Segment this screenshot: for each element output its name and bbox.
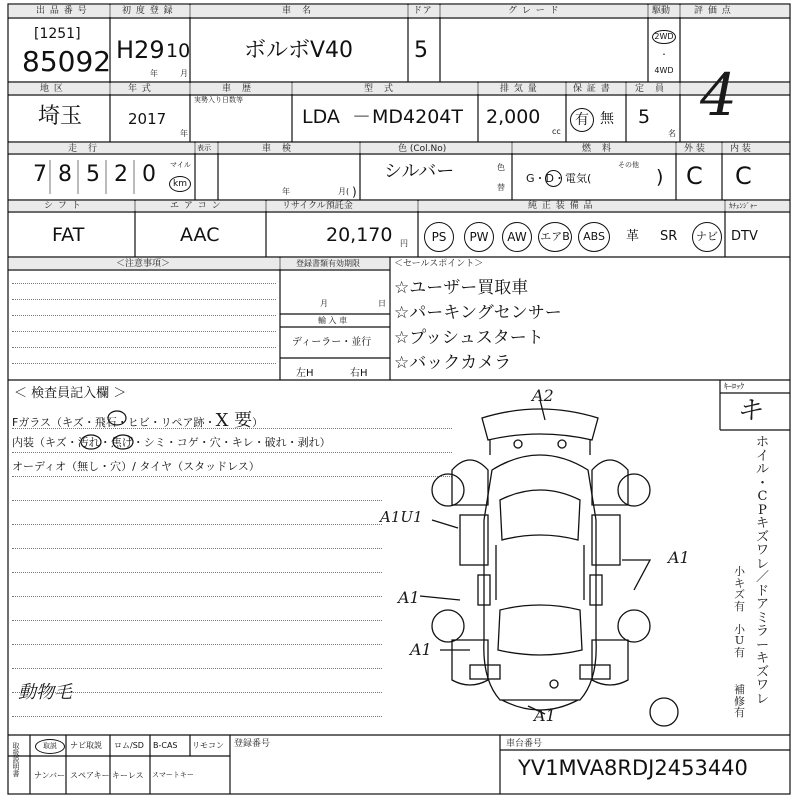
- option-plate: ナンバー: [34, 771, 66, 780]
- option-rom-sd: ロム/SD: [114, 741, 144, 750]
- header-grade: グ レ ー ド: [508, 6, 560, 16]
- header-equipment: 純 正 装 備 品: [528, 201, 594, 211]
- rc1-5: P: [758, 502, 767, 518]
- docs-day-unit: 日: [378, 299, 386, 308]
- option-bcas: B-CAS: [153, 741, 178, 750]
- rc1-12: ア: [756, 597, 770, 613]
- displacement-value: 2,000: [486, 106, 541, 128]
- equip-dtv: DTV: [731, 229, 758, 244]
- header-warranty: 保 証 書: [573, 84, 611, 94]
- rc3-1: 修: [734, 694, 745, 708]
- sales-point-4: ☆バックカメラ: [394, 353, 512, 373]
- fuel-other-label: その他: [618, 161, 639, 169]
- equip-airbag: エアB: [538, 222, 572, 252]
- rc2-3: 有: [734, 599, 745, 613]
- damage-mark-left-bottom: A1: [410, 640, 432, 659]
- header-mileage: 走 行: [68, 144, 99, 154]
- sales-point-1: ☆ユーザー買取車: [394, 278, 529, 298]
- rc1-16: キ: [756, 651, 770, 667]
- header-interior: 内 装: [730, 144, 751, 154]
- equip-sr: SR: [660, 229, 678, 244]
- warranty-no: 無: [600, 111, 614, 127]
- drive-2wd: 2WD: [652, 30, 675, 44]
- sales-point-3: ☆プッシュスタート: [394, 328, 544, 348]
- first-reg-year-unit: 年: [150, 69, 158, 78]
- inspection-month-unit: 月(: [338, 187, 350, 196]
- mileage-digit-3: 5: [86, 162, 100, 187]
- rc1-10: ／: [756, 570, 770, 586]
- interior-grade: C: [735, 162, 752, 190]
- rc1-0: ホ: [756, 435, 770, 450]
- inspector-title: ＜ 検査員記入欄 ＞: [14, 386, 127, 401]
- drive-4wd: 4WD: [654, 66, 674, 75]
- inspector-note: 動物毛: [18, 682, 72, 703]
- inspector-interior: 内装（キズ・汚れ・焦げ・シミ・コゲ・穴・キレ・破れ・剥れ）: [12, 436, 331, 449]
- header-drive: 駆動: [652, 6, 671, 16]
- header-recycle: リサイクル預託金: [282, 201, 353, 211]
- import-right-hand: 右H: [350, 368, 368, 379]
- header-import-sub: 実勢入り日数等: [194, 96, 243, 104]
- inspector-glass-close: ）: [252, 416, 264, 429]
- rc1-14: ラ: [756, 624, 770, 640]
- option-manual: 取説: [35, 739, 65, 754]
- header-exterior: 外 装: [684, 144, 705, 154]
- model-year-value: 2017: [128, 110, 167, 128]
- model-year-unit: 年: [180, 129, 188, 138]
- header-cd-changer: ｶﾁｪﾝｼﾞｬｰ: [729, 202, 757, 210]
- right-column-line-3: [734, 684, 745, 719]
- header-ac: エ ア コ ン: [170, 201, 222, 211]
- first-reg-era: H29: [116, 36, 165, 64]
- rc2-6: U: [734, 634, 745, 648]
- model-code: MD4204T: [372, 106, 463, 128]
- equip-leather: 革: [626, 229, 640, 244]
- shift-value: FAT: [52, 224, 85, 246]
- mileage-mile: マイル: [170, 161, 191, 169]
- region-value: 埼玉: [38, 104, 83, 129]
- header-notes: ＜注意事項＞: [116, 259, 171, 269]
- recycle-value: 20,170: [326, 224, 393, 246]
- header-model: 型 式: [364, 84, 395, 94]
- capacity-unit: 名: [668, 129, 676, 138]
- damage-mark-left-rear: A1: [398, 588, 420, 607]
- inspector-audio: オーディオ（無し・穴）/ タイヤ（スタッドレス）: [12, 460, 260, 473]
- warranty-yes: 有: [570, 108, 594, 132]
- header-car-name: 車 名: [282, 6, 313, 16]
- exterior-grade: C: [686, 162, 703, 190]
- rc2-0: 小: [734, 565, 745, 578]
- header-reg-no: 登録番号: [234, 739, 271, 749]
- displacement-unit: cc: [552, 127, 561, 136]
- import-type-value: ディーラー・並行: [292, 337, 372, 348]
- header-year: 年 式: [128, 84, 152, 94]
- header-capacity: 定 員: [635, 84, 666, 94]
- key-lock-label: ｷｰﾛｯｸ: [724, 382, 744, 391]
- rc1-11: ド: [756, 583, 770, 599]
- header-import: 車 歴: [222, 84, 253, 94]
- right-column-line-2: [734, 566, 745, 658]
- damage-mark-left-front: A1U1: [380, 508, 423, 526]
- doors-value: 5: [414, 38, 428, 63]
- lot-number: 85092: [22, 45, 112, 78]
- import-left-hand: 左H: [296, 368, 314, 379]
- header-first-reg: 初 度 登 録: [122, 6, 174, 16]
- equip-pw: PW: [464, 222, 494, 252]
- rc2-2: ズ: [734, 588, 745, 602]
- rc2-5: 小: [734, 622, 745, 636]
- equip-navi: ナビ: [692, 222, 722, 252]
- rc1-19: レ: [756, 691, 770, 707]
- header-score: 評 価 点: [694, 6, 732, 16]
- sales-point-2: ☆パーキングセンサー: [394, 303, 562, 323]
- car-name-value: ボルボV40: [244, 38, 354, 63]
- damage-mark-right: A1: [668, 548, 690, 567]
- inspection-close: ): [352, 185, 357, 199]
- option-spare-key: スペアキー: [70, 771, 110, 780]
- header-inspection: 車 検: [262, 144, 293, 154]
- option-remote: リモコン: [192, 741, 224, 750]
- option-navi-manual: ナビ取説: [70, 741, 102, 750]
- option-smart-key: スマートキー: [152, 771, 194, 779]
- inspector-glass-text: Fガラス（キズ・飛石・ヒビ・リペア跡・: [12, 416, 216, 429]
- header-color: 色 (Col.No): [398, 144, 447, 154]
- rc2-7: 有: [734, 645, 745, 659]
- header-mileage-sub: 表示: [197, 144, 211, 152]
- fuel-close: ): [656, 166, 664, 188]
- mileage-km: km: [169, 176, 191, 192]
- rc3-0: 補: [734, 683, 745, 696]
- first-reg-month-unit: 月: [180, 69, 188, 78]
- option-keyless: キーレス: [112, 771, 144, 780]
- rc1-18: ワ: [756, 678, 770, 694]
- header-chassis: 車台番号: [506, 739, 543, 749]
- header-docs-expiry: 登録書類有効期限: [296, 259, 360, 268]
- rc1-1: イ: [756, 448, 770, 464]
- drive-dot: ・: [660, 50, 668, 59]
- lot-bracket: [1251]: [34, 26, 81, 42]
- rc1-3: ・: [756, 475, 770, 491]
- fuel-options: G・D・電気(: [526, 172, 592, 185]
- damage-mark-top: A2: [532, 386, 554, 405]
- color-label-bottom: 替: [497, 183, 505, 192]
- model-prefix: LDA: [302, 106, 340, 128]
- header-doors: ドア: [413, 6, 433, 16]
- capacity-value: 5: [638, 106, 651, 128]
- rc3-2: 有: [734, 706, 745, 720]
- docs-month-unit: 月: [320, 299, 328, 308]
- mileage-digit-4: 2: [114, 162, 128, 187]
- rc1-4: C: [757, 489, 768, 505]
- first-reg-month: 10: [166, 40, 191, 62]
- rc1-2: ル: [756, 462, 770, 478]
- inspector-glass-mark: X 要: [215, 410, 253, 431]
- header-region: 地 区: [40, 84, 64, 94]
- mileage-digit-1: 7: [33, 162, 47, 187]
- rc1-8: ワ: [756, 543, 770, 559]
- header-sales-points: ＜セールスポイント＞: [394, 259, 484, 269]
- chassis-number: YV1MVA8RDJ2453440: [518, 756, 748, 780]
- rc1-17: ズ: [756, 664, 770, 680]
- right-column-line-1: [756, 436, 769, 706]
- rc1-6: キ: [756, 516, 770, 532]
- rc2-1: キ: [734, 576, 745, 590]
- header-lot-no: 出 品 番 号: [36, 6, 88, 16]
- header-displacement: 排 気 量: [500, 84, 538, 94]
- rc1-7: ズ: [756, 529, 770, 545]
- equip-abs: ABS: [578, 222, 610, 252]
- color-value: シルバー: [384, 161, 455, 182]
- model-dash: －: [352, 106, 372, 128]
- recycle-unit: 円: [400, 239, 408, 248]
- header-fuel: 燃 料: [582, 144, 613, 154]
- rc2-4: [734, 612, 745, 624]
- header-import-type: 輸 入 車: [318, 316, 348, 325]
- rc1-13: ミ: [756, 610, 770, 626]
- aircon-value: AAC: [180, 224, 220, 246]
- header-shift: シ フ ト: [44, 201, 82, 211]
- equip-ps: PS: [424, 222, 454, 252]
- key-lock-mark: キ: [736, 396, 763, 426]
- mileage-digit-5: 0: [142, 162, 156, 187]
- rc1-9: レ: [756, 556, 770, 572]
- rc1-15: ー: [756, 637, 770, 653]
- equip-aw: AW: [502, 222, 532, 252]
- inspection-year-unit: 年: [282, 187, 290, 196]
- color-label-top: 色: [497, 163, 505, 172]
- bottom-side-label: 取扱説明書: [12, 742, 20, 777]
- mileage-digit-2: 8: [58, 162, 72, 187]
- damage-mark-bottom: A1: [534, 706, 556, 725]
- score-value: 4: [700, 61, 737, 129]
